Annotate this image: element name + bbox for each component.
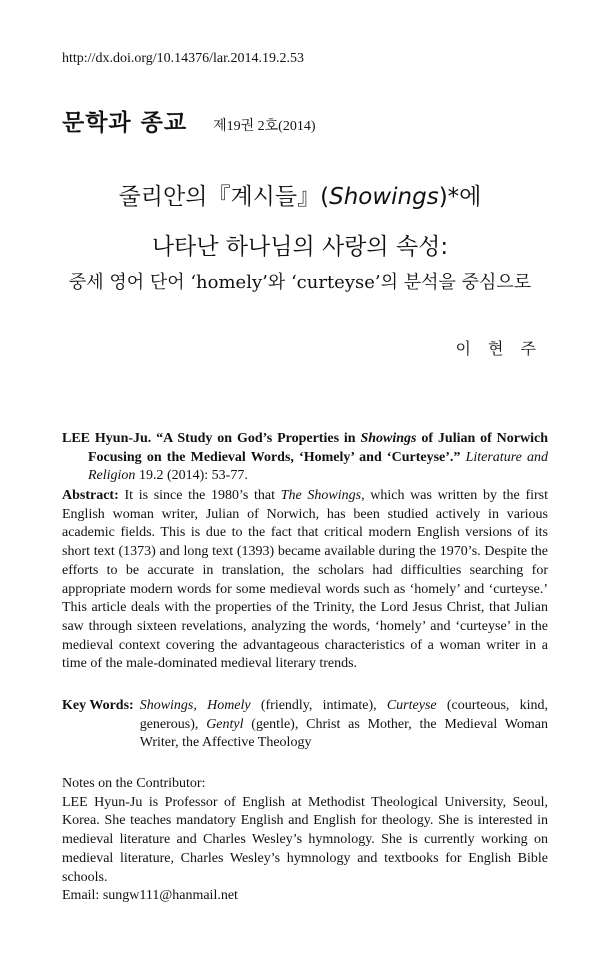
title-prefix: 줄리안의『계시들』( <box>118 184 330 210</box>
journal-name: 문학과 종교 <box>62 110 188 136</box>
citation-title: LEE Hyun-Ju. “A Study on God’s Properties in Showings of Julian of Norwich Focusing on the Medieval Words, ‘Homely’ and ‘Curteyse’.” <box>62 431 548 465</box>
doi-link[interactable]: http://dx.doi.org/10.14376/lar.2014.19.2.53 <box>62 51 305 66</box>
title-suffix: )*에 <box>438 184 482 210</box>
author-name: 이 현 주 <box>455 339 542 358</box>
abstract-text: , which was written by the first English woman writer, Julian of Norwich, has been studied actively in various academic fields. This is due to the fact that critical modern English versions of its short text (1373) and long text (1393) became available during the 1970’s. Despite the efforts to be accurate in translation, the scholars had difficulties searching for appropriate modern words for some medieval words such as ‘homely’ and ‘curteyse.’ This article deals with the properties of the Trinity, the Lord Jesus Christ, that Julian saw through sixteen revelations, analyzing the words, ‘homely’ and ‘curteyse’ in the medieval context covering the advantageous characteristics of a woman writer in a time of the male-dominated medieval literary trends. <box>62 488 548 672</box>
title-line-1 <box>0 178 600 211</box>
title-line-2: 나타난 하나님의 사랑의 속성: <box>151 234 449 260</box>
title-italic-work: Showings <box>329 184 439 210</box>
abstract: Abstract: It is since the 1980’s that The Showings, which was written by the first English woman writer, Julian of Norwich, has been studied actively in various academic fields. This is due to the fact that critical modern English versions of its short text (1373) and long text (1393) became available during the 1970’s. Despite the efforts to be accurate in translation, the scholars had difficulties searching for appropriate modern words for some medieval words such as ‘homely’ and ‘curteyse.’ This article deals with the properties of the Trinity, the Lord Jesus Christ, that Julian saw through sixteen revelations, analyzing the words, ‘homely’ and ‘curteyse’ in the medieval context covering the advantageous characteristics of a woman writer in a time of the male-dominated medieval literary trends. <box>62 488 548 672</box>
abstract-italic-title: The Showings <box>280 488 362 503</box>
keywords-label: Key Words: <box>62 698 134 713</box>
citation <box>62 430 548 486</box>
keywords <box>62 697 548 753</box>
citation-italic-work: Showings <box>360 431 417 446</box>
notes-body: LEE Hyun-Ju is Professor of English at Methodist Theological University, Seoul, Korea. She teaches mandatory English and English for theology. She is interested in medieval literature and Charles Wesley’s hymnology. She is currently working on medieval literature, Charles Wesley’s hymnology and textbooks for English Bible schools. <box>62 794 548 885</box>
notes-heading: Notes on the Contributor: <box>62 776 206 791</box>
keywords-list: Showings, Homely (friendly, intimate), Curteyse (courteous, kind, generous), Gentyl (gentle), Christ as Mother, the Medieval Woman Writer, the Affective Theology <box>139 698 548 751</box>
journal-header <box>62 104 316 137</box>
contributor-notes <box>62 775 548 906</box>
citation-journal: Literature and Religion <box>88 449 548 484</box>
notes-email[interactable]: Email: sungw111@hanmail.net <box>62 888 238 904</box>
subtitle: 중세 영어 단어 ‘homely’와 ‘curteyse’의 분석을 중심으로 <box>68 272 532 293</box>
journal-issue: 제19권 2호(2014) <box>213 119 316 134</box>
citation-volume: 19.2 (2014): 53-77. <box>135 468 248 484</box>
abstract-label: Abstract: <box>62 488 119 503</box>
